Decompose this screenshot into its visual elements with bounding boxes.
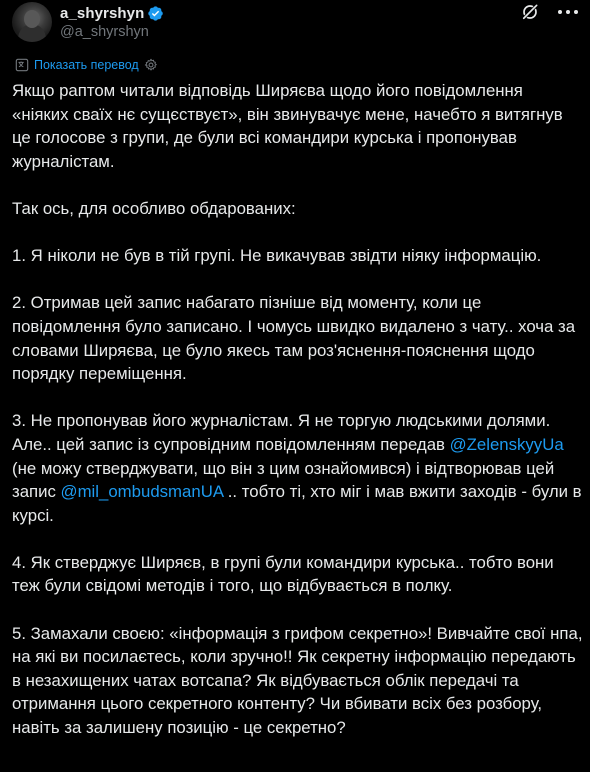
translate-icon (15, 58, 29, 72)
paragraph-5-text-a: 3. Не пропонував його журналістам. Я не торгую людськими долями. Але.. цей запис із супровідним повідомленням передав (12, 411, 551, 454)
post-paragraph-2: Так ось, для особливо обдарованих: (12, 198, 296, 218)
header-actions (520, 2, 578, 22)
more-icon[interactable] (558, 2, 578, 22)
mention-mil-ombudsmanua-link[interactable]: @mil_ombudsmanUA (60, 482, 224, 502)
author-display-name[interactable]: a_shyrshyn (60, 4, 145, 22)
post-body (12, 79, 584, 740)
mention-zelenskyyua-link[interactable]: @ZelenskyyUa (449, 434, 564, 454)
avatar[interactable] (12, 2, 52, 42)
paragraph-5-text-b: (не можу стверджувати, що він з цим ознайомився) і відтворював цей запис (12, 458, 555, 502)
post-paragraph-4: 2. Отримав цей запис набагато пізніше від моменту, коли це повідомлення було записано. І чомусь швидко видалено з чату.. хоча за словами Ширяєва, це було якесь там роз'яснення-пояснення щодо порядку переміщення. (12, 293, 576, 384)
post-header (12, 2, 578, 42)
gear-icon[interactable] (144, 58, 158, 72)
paragraph-5-text-c: .. тобто ті, хто міг і мав вжити заходів - були в курсі. (12, 482, 582, 525)
display-name-row (60, 3, 164, 23)
translate-row (15, 58, 158, 72)
grok-icon[interactable] (520, 2, 540, 22)
verified-badge-icon (147, 5, 164, 22)
author-handle[interactable]: @a_shyrshyn (60, 24, 149, 40)
show-translation-link[interactable]: Показать перевод (34, 58, 139, 72)
post-paragraph-3: 1. Я ніколи не був в тій групі. Не викачував звідти ніяку інформацію. (12, 246, 542, 266)
author-info (60, 3, 164, 40)
post-paragraph-6: 4. Як стверджує Ширяєв, в групі були командири курська.. тобто вони теж були свідомі методів і того, що відбувається в полку. (12, 552, 554, 596)
post-paragraph-1: Якщо раптом читали відповідь Ширяєва щодо його повідомлення «ніяких сваїх нє сущєствуєт», він звинувачує мене, начебто я витягнув це голосове з групи, де були всі командири курська і пропонував журналістам. (12, 81, 563, 171)
post-paragraph-5 (12, 409, 584, 527)
post-paragraph-7: 5. Замахали своєю: «інформація з грифом секретно»! Вивчайте свої нпа, на які ви посилаєтесь, коли зручно!! Як секретну інформацію передають в незахищених чатах вотсапа? Як відбувається облік передачі та отримання цього секретного контенту? Чи вбивати всіх без розбору, навіть за залишену позицію - це секретно? (12, 623, 583, 738)
